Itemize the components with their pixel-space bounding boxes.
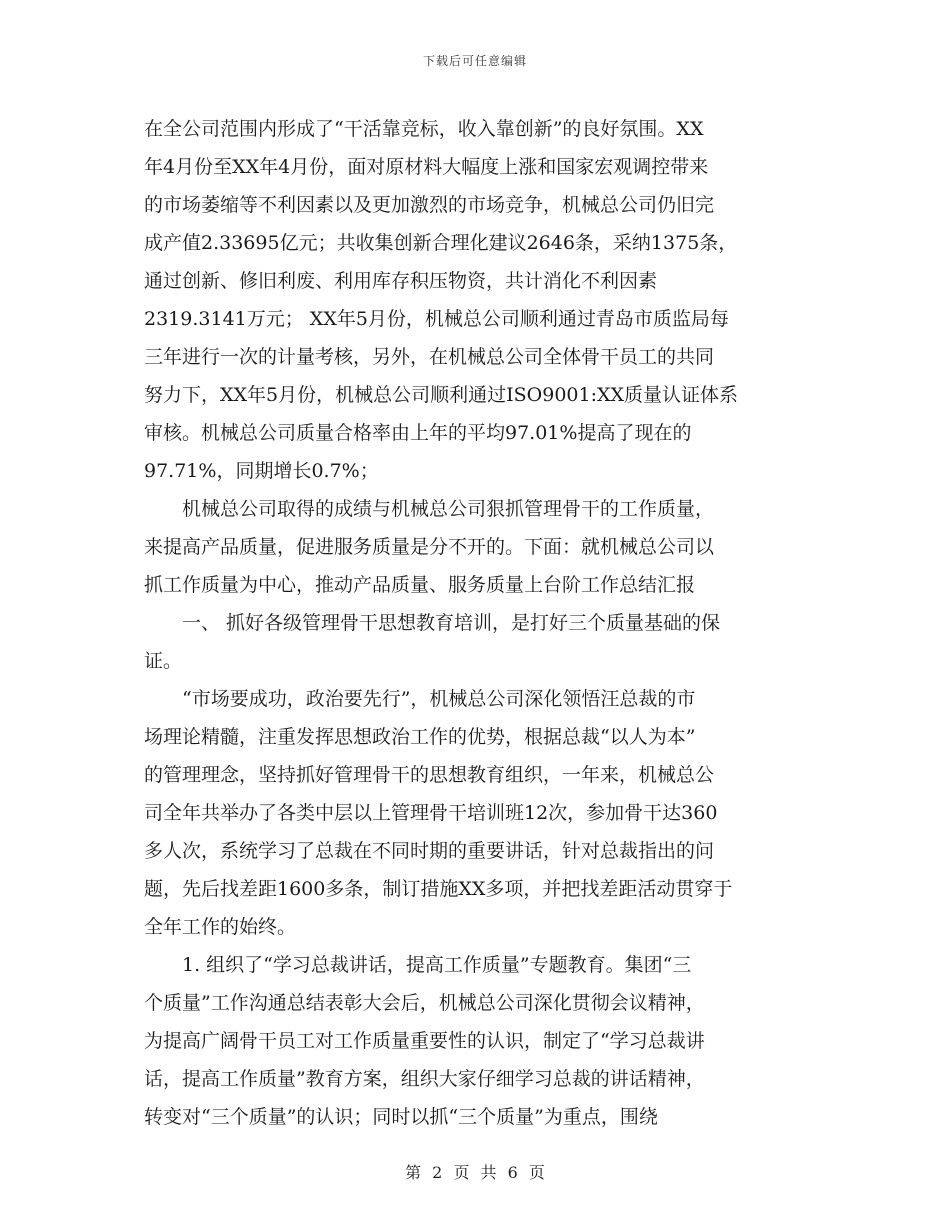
text-line: 多人次，系统学习了总裁在不同时期的重要讲话，针对总裁指出的问 xyxy=(144,840,715,862)
paragraph-start-line: “市场要成功，政治要先行”，机械总公司深化领悟汪总裁的市 xyxy=(182,688,696,710)
text-line: 全年工作的始终。 xyxy=(144,916,297,938)
text-line: 司全年共举办了各类中层以上管理骨干培训班12次，参加骨干达360 xyxy=(144,802,718,824)
text-line: 话，提高工作质量”教育方案，组织大家仔细学习总裁的讲话精神， xyxy=(144,1068,705,1090)
list-item-start-line: 1. 组织了“学习总裁讲话，提高工作质量”专题教育。集团“三 xyxy=(182,954,692,976)
page-footer: 第 2 页 共 6 页 xyxy=(405,1163,545,1182)
paragraph-start-line: 机械总公司取得的成绩与机械总公司狠抓管理骨干的工作质量， xyxy=(182,498,715,520)
text-line: 的市场萎缩等不利因素以及更加激烈的市场竞争，机械总公司仍旧完 xyxy=(144,194,715,216)
text-line: 抓工作质量为中心，推动产品质量、服务质量上台阶工作总结汇报 xyxy=(144,574,696,596)
text-line: 97.71%，同期增长0.7%； xyxy=(144,460,379,482)
document-body xyxy=(144,110,794,1136)
text-line: 成产值2.33695亿元；共收集创新合理化建议2646条，采纳1375条， xyxy=(144,232,738,254)
text-line: 审核。机械总公司质量合格率由上年的平均97.01%提高了现在的 xyxy=(144,422,692,444)
text-line: 场理论精髓，注重发挥思想政治工作的优势，根据总裁“以人为本” xyxy=(144,726,696,748)
text-line: 在全公司范围内形成了“干活靠竞标，收入靠创新”的良好氛围。XX xyxy=(144,118,704,140)
page-header: 下载后可任意编辑 xyxy=(422,54,527,68)
text-line: 证。 xyxy=(144,650,183,672)
text-line: 转变对“三个质量”的认识；同时以抓“三个质量”为重点，围绕 xyxy=(144,1106,658,1128)
text-line: 努力下，XX年5月份，机械总公司顺利通过ISO9001:XX质量认证体系 xyxy=(144,384,739,406)
text-line: 年4月份至XX年4月份，面对原材料大幅度上涨和国家宏观调控带来 xyxy=(144,156,709,178)
text-line: 来提高产品质量，促进服务质量是分不开的。下面：就机械总公司以 xyxy=(144,536,715,558)
text-line: 的管理理念，坚持抓好管理骨干的思想教育组织，一年来，机械总公 xyxy=(144,764,715,786)
text-line: 为提高广阔骨干员工对工作质量重要性的认识，制定了“学习总裁讲 xyxy=(144,1030,705,1052)
text-line: 三年进行一次的计量考核，另外，在机械总公司全体骨干员工的共同 xyxy=(144,346,715,368)
text-line: 个质量”工作沟通总结表彰大会后，机械总公司深化贯彻会议精神， xyxy=(144,992,705,1014)
text-line: 2319.3141万元； XX年5月份，机械总公司顺利通过青岛市质监局每 xyxy=(144,308,729,330)
text-line: 通过创新、修旧利废、利用库存积压物资，共计消化不利因素 xyxy=(144,270,658,292)
section-heading-line: 一、 抓好各级管理骨干思想教育培训，是打好三个质量基础的保 xyxy=(182,612,721,634)
text-line: 题，先后找差距1600多条，制订措施XX多项，并把找差距活动贯穿于 xyxy=(144,878,733,900)
